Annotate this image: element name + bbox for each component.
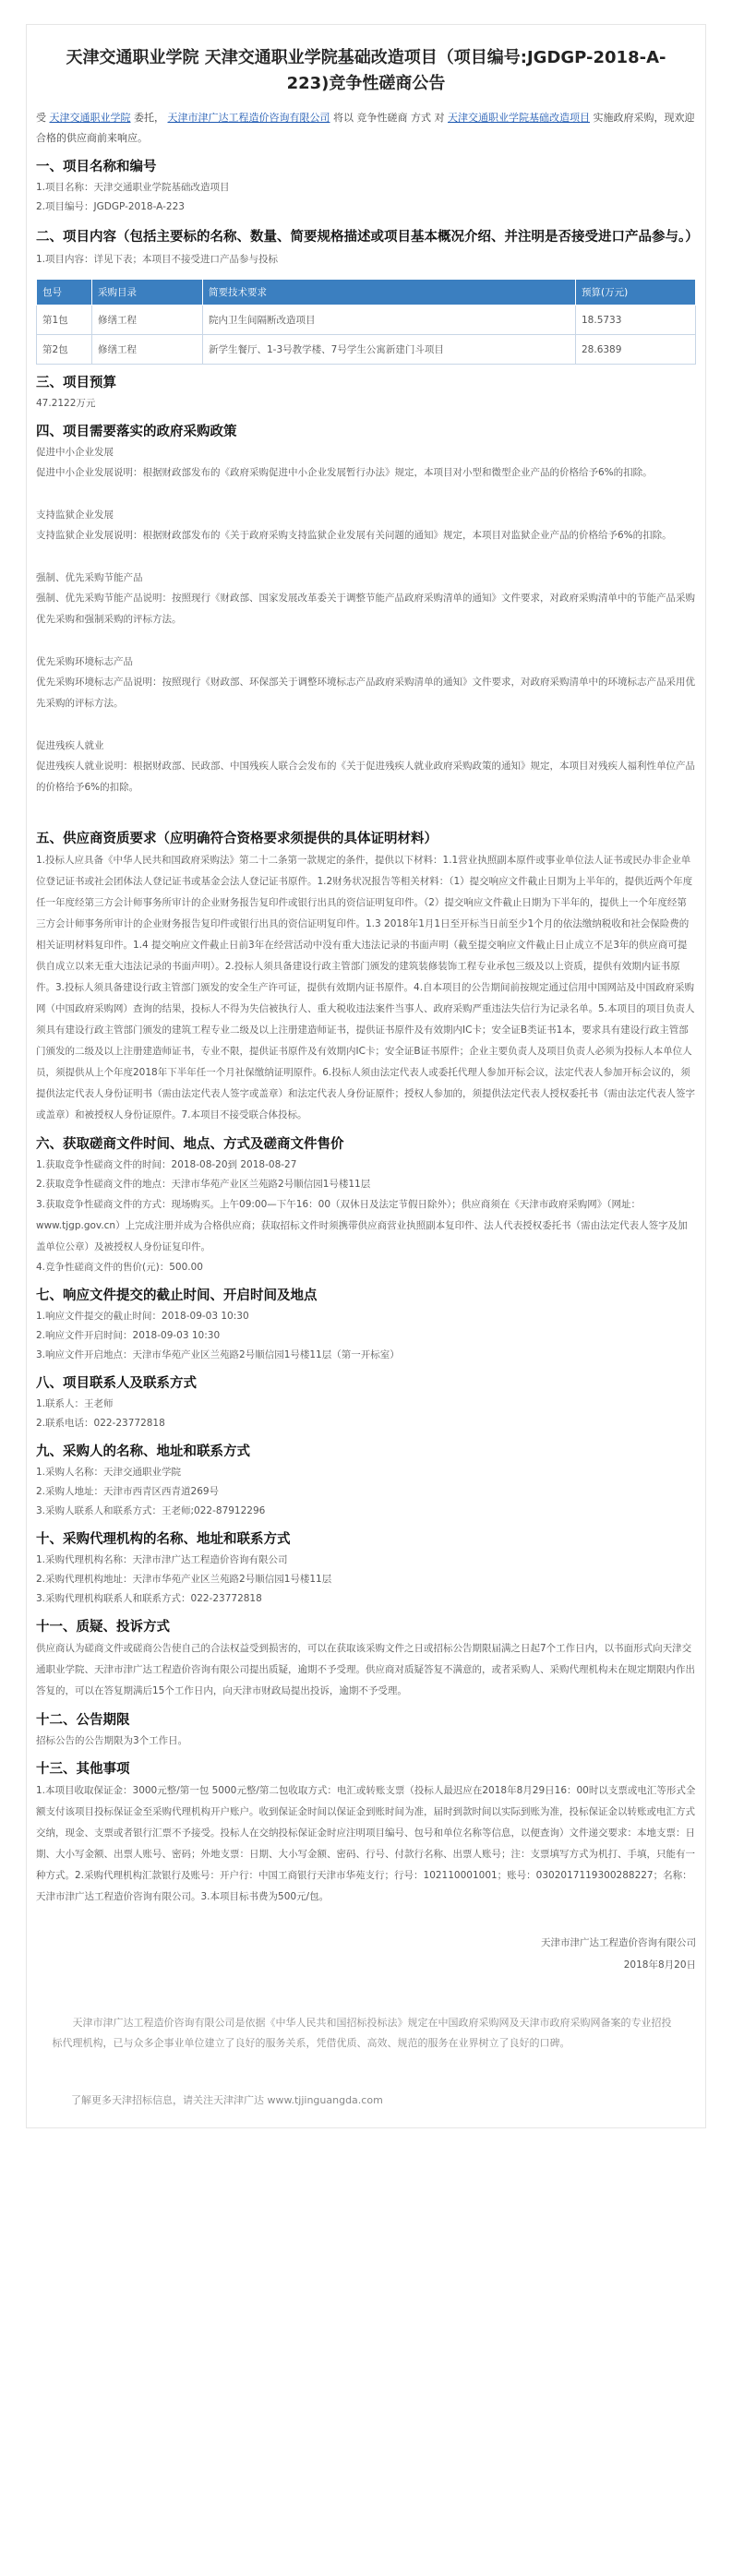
signature-block bbox=[36, 1932, 696, 1976]
column-header: 简要技术要求 bbox=[203, 280, 576, 306]
project-name: 天津交通职业学院基础改造项目 bbox=[448, 112, 590, 124]
policy-text: 支持监狱企业发展说明：根据财政部发布的《关于政府采购支持监狱企业发展有关问题的通知》规定，本项目对监狱企业产品的价格给予6%的扣除。 bbox=[36, 530, 672, 541]
policy-title: 支持监狱企业发展 bbox=[36, 509, 114, 521]
section-heading: 五、供应商资质要求（应明确符合资格要求须提供的具体证明材料） bbox=[36, 832, 438, 846]
section-heading: 四、项目需要落实的政府采购政策 bbox=[36, 425, 237, 439]
signature-date: 2018年8月20日 bbox=[623, 1959, 696, 1971]
section-line: 1.获取竞争性磋商文件的时间：2018-08-20到 2018-08-27 bbox=[36, 1159, 297, 1170]
section-line: 1.响应文件提交的截止时间：2018-09-03 10:30 bbox=[36, 1311, 249, 1322]
intro-text: 委托， bbox=[134, 112, 164, 124]
table-cell: 18.5733 bbox=[576, 306, 696, 335]
column-header: 预算(万元) bbox=[576, 280, 696, 306]
section-line: 1.采购代理机构名称：天津市津广达工程造价咨询有限公司 bbox=[36, 1554, 288, 1565]
more-info-text: 了解更多天津招标信息，请关注天津津广达 bbox=[71, 2094, 264, 2106]
section-heading: 八、项目联系人及联系方式 bbox=[36, 1376, 197, 1391]
section-line: 2.采购代理机构地址：天津市华苑产业区兰苑路2号顺信园1号楼11层 bbox=[36, 1574, 332, 1585]
complaint-text: 供应商认为磋商文件或磋商公告使自己的合法权益受到损害的，可以在获取该采购文件之日或招标公告期限届满之日起7个工作日内，以书面形式向天津交通职业学院、天津市津广达工程造价咨询有限公司提出质疑，逾期不予受理。供应商对质疑答复不满意的，或者采购人、采购代理机构未在规定期限内作出答复的，可以在答复期满后15个工作日内，向天津市财政局提出投诉，逾期不予受理。 bbox=[36, 1643, 695, 1696]
company-note: 天津市津广达工程造价咨询有限公司是依据《中华人民共和国招标投标法》规定在中国政府采购网及天津市政府采购网备案的专业招投标代理机构，已与众多企事业单位建立了良好的服务关系，凭借优质、高效、规范的服务在业界树立了良好的口碑。 bbox=[52, 2017, 672, 2049]
section-line: 2.获取竞争性磋商文件的地点：天津市华苑产业区兰苑路2号顺信园1号楼11层 bbox=[36, 1179, 371, 1190]
table-cell: 第1包 bbox=[37, 306, 92, 335]
table-header-row bbox=[37, 280, 696, 306]
section-line: 1.项目名称：天津交通职业学院基础改造项目 bbox=[36, 182, 230, 193]
table-cell: 院内卫生间隔断改造项目 bbox=[203, 306, 576, 335]
section-line: 1.项目内容：详见下表；本项目不接受进口产品参与投标 bbox=[36, 254, 279, 265]
section-line: 1.采购人名称：天津交通职业学院 bbox=[36, 1467, 182, 1478]
table-cell: 新学生餐厅、1-3号教学楼、7号学生公寓新建门斗项目 bbox=[203, 335, 576, 365]
more-info bbox=[71, 2092, 696, 2107]
section-line: 2.联系电话：022-23772818 bbox=[36, 1418, 165, 1429]
section-heading: 十二、公告期限 bbox=[36, 1713, 130, 1728]
budget-value: 47.2122万元 bbox=[36, 398, 96, 409]
policy-title: 促进残疾人就业 bbox=[36, 740, 104, 751]
policy-title: 强制、优先采购节能产品 bbox=[36, 572, 143, 583]
section-line: 3.获取竞争性磋商文件的方式：现场购买。上午09:00—下午16：00（双休日及法定节假日除外）；供应商须在《天津市政府采购网》（网址：www.tjgp.gov.cn）上完成注册并成为合格供应商；获取招标文件时须携带供应商营业执照副本复印件、法人代表授权委托书（需由法定代表人签字及加盖单位公章）及被授权人身份证复印件。 bbox=[36, 1199, 688, 1252]
section-line: 2.响应文件开启时间：2018-09-03 10:30 bbox=[36, 1330, 221, 1341]
column-header: 包号 bbox=[37, 280, 92, 306]
policy-text: 优先采购环境标志产品说明：按照现行《财政部、环保部关于调整环境标志产品政府采购清单的通知》文件要求，对政府采购清单中的环境标志产品采用优先采购的评标方法。 bbox=[36, 677, 695, 709]
section-line: 1.联系人：王老师 bbox=[36, 1398, 114, 1409]
page-title: 天津交通职业学院 天津交通职业学院基础改造项目（项目编号:JGDGP-2018-A-223)竞争性磋商公告 bbox=[66, 48, 666, 93]
other-matters-text: 1.本项目收取保证金：3000元整/第一包 5000元整/第二包收取方式：电汇或转账支票（投标人最迟应在2018年8月29日16：00时以支票或电汇等形式全额支付该项目投标保证金至采购代理机构开户账户。收到保证金时间以保证金到账时间为准，届时到款时间以实际到账为准，投标保证金以转账或电汇方式交纳，现金、支票或者银行汇票不予接受。投标人在交纳投标保证金时应注明项目编号、包号和单位名称等信息，以便查询）文件递交要求：本地支票：日期、大小写金额、出票人账号、密码；外地支票：日期、大小写金额、密码、行号、付款行名称、出票人账号；注：支票填写方式为机打、手填，只能有一种方式。2.采购代理机构汇款银行及账号：开户行：中国工商银行天津市华苑支行；行号：102110001001；账号：0302017119300288227；名称：天津市津广达工程造价咨询有限公司。3.本项目标书费为500元/包。 bbox=[36, 1785, 696, 1902]
qualification-text: 1.投标人应具备《中华人民共和国政府采购法》第二十二条第一款规定的条件，提供以下材料：1.1营业执照副本原件或事业单位法人证书或民办非企业单位登记证书或社会团体法人登记证书或基金会法人登记证书原件。1.2财务状况报告等相关材料：（1）提交响应文件截止日期为上半年的，提供近两个年度任一年度经第三方会计师事务所审计的企业财务报告复印件或银行出具的资信证明复印件。（2）提交响应文件截止日期为下半年的，提供上一个年度经第三方会计师事务所审计的企业财务报告复印件或银行出具的资信证明复印件。1.3 2018年1月1日至开标当日前至少1个月的依法缴纳税收和社会保险费的相关证明材料复印件。1.4 提交响应文件截止日前3年在经营活动中没有重大违法记录的书面声明（截至提交响应文件截止日止成立不足3年的供应商可提供自成立以来无重大违法记录的书面声明）。2.投标人须具备建设行政主管部门颁发的建筑装修装饰工程专业承包三级及以上资质，提供有效期内证书原件。3.投标人须具备建设行政主管部门颁发的安全生产许可证，提供有效期内证书原件。4.自本项目的公告期间前按规定通过信用中国网站及中国政府采购网（中国政府采购网）查询的结果，投标人不得为失信被执行人、重大税收违法案件当事人、政府采购严重违法失信行为记录名单。5.本项目的项目负责人须具有建设行政主管部门颁发的建筑工程专业二级及以上注册建造师证书，提供证书原件及有效期内IC卡；安全证B类证书1本，要求具有建设行政主管部门颁发的二级及以上注册建造师证书，专业不限，提供证书原件及有效期内IC卡；安全证B证书原件；企业主要负责人及项目负责人必须为投标人本单位人员，须提供从上个年度2018年下半年任一个月社保缴纳证明原件。6.投标人须由法定代表人或委托代理人参加开标会议，法定代表人参加开标会议的，须提供法定代表人身份证明书（需由法定代表人签字或盖章）和法定代表人身份证原件；授权人参加的，须提供法定代表人授权委托书（需由法定代表人签字或盖章）和被授权人身份证原件。7.本项目不接受联合体投标。 bbox=[36, 855, 695, 1120]
section-heading: 六、获取磋商文件时间、地点、方式及磋商文件售价 bbox=[36, 1137, 344, 1152]
section-heading: 二、项目内容（包括主要标的名称、数量、简要规格描述或项目基本概况介绍、并注明是否接受进口产品参与。） bbox=[36, 230, 699, 245]
intro-text: 受 bbox=[36, 112, 46, 124]
table-cell: 28.6389 bbox=[576, 335, 696, 365]
table-row bbox=[37, 306, 696, 335]
section-heading: 七、响应文件提交的截止时间、开启时间及地点 bbox=[36, 1288, 318, 1303]
section-heading: 十三、其他事项 bbox=[36, 1762, 130, 1777]
website-link[interactable]: www.tjjinguangda.com bbox=[267, 2094, 383, 2106]
section-line: 3.响应文件开启地点：天津市华苑产业区兰苑路2号顺信园1号楼11层（第一开标室） bbox=[36, 1349, 400, 1360]
policy-text: 强制、优先采购节能产品说明：按照现行《财政部、国家发展改革委关于调整节能产品政府采购清单的通知》文件要求，对政府采购清单中的节能产品采购优先采购和强制采购的评标方法。 bbox=[36, 593, 695, 625]
section-heading: 一、项目名称和编号 bbox=[36, 160, 157, 174]
intro-text: 将以 竞争性磋商 方式 对 bbox=[333, 112, 445, 124]
table-cell: 第2包 bbox=[37, 335, 92, 365]
section-heading: 九、采购人的名称、地址和联系方式 bbox=[36, 1444, 250, 1459]
policy-text: 促进中小企业发展说明：根据财政部发布的《政府采购促进中小企业发展暂行办法》规定，本项目对小型和微型企业产品的价格给予6%的扣除。 bbox=[36, 467, 653, 478]
section-line: 2.采购人地址：天津市西青区西青道269号 bbox=[36, 1486, 220, 1497]
intro-text: 实施政府采购，现欢迎合格的供应商前来响应。 bbox=[36, 112, 695, 144]
article-frame bbox=[26, 24, 706, 2128]
section-heading: 三、项目预算 bbox=[36, 376, 116, 390]
section-line: 2.项目编号：JGDGP-2018-A-223 bbox=[36, 201, 185, 212]
section-line: 招标公告的公告期限为3个工作日。 bbox=[36, 1735, 188, 1746]
section-line: 3.采购人联系人和联系方式：王老师;022-87912296 bbox=[36, 1505, 266, 1516]
lots-table bbox=[36, 279, 696, 365]
section-heading: 十、采购代理机构的名称、地址和联系方式 bbox=[36, 1532, 291, 1547]
column-header: 采购目录 bbox=[92, 280, 203, 306]
policy-text: 促进残疾人就业说明：根据财政部、民政部、中国残疾人联合会发布的《关于促进残疾人就业政府采购政策的通知》规定，本项目对残疾人福利性单位产品的价格给予6%的扣除。 bbox=[36, 761, 695, 793]
section-line: 3.采购代理机构联系人和联系方式：022-23772818 bbox=[36, 1593, 262, 1604]
table-cell: 修缮工程 bbox=[92, 335, 203, 365]
policy-title: 促进中小企业发展 bbox=[36, 447, 114, 458]
signature-org: 天津市津广达工程造价咨询有限公司 bbox=[541, 1937, 696, 1948]
table-row bbox=[37, 335, 696, 365]
agency-name: 天津市津广达工程造价咨询有限公司 bbox=[167, 112, 330, 124]
intro-paragraph bbox=[36, 108, 696, 149]
section-line: 4.竞争性磋商文件的售价(元)：500.00 bbox=[36, 1262, 203, 1273]
table-cell: 修缮工程 bbox=[92, 306, 203, 335]
section-heading: 十一、质疑、投诉方式 bbox=[36, 1620, 170, 1635]
policy-title: 优先采购环境标志产品 bbox=[36, 656, 133, 667]
purchaser-name: 天津交通职业学院 bbox=[49, 112, 131, 124]
